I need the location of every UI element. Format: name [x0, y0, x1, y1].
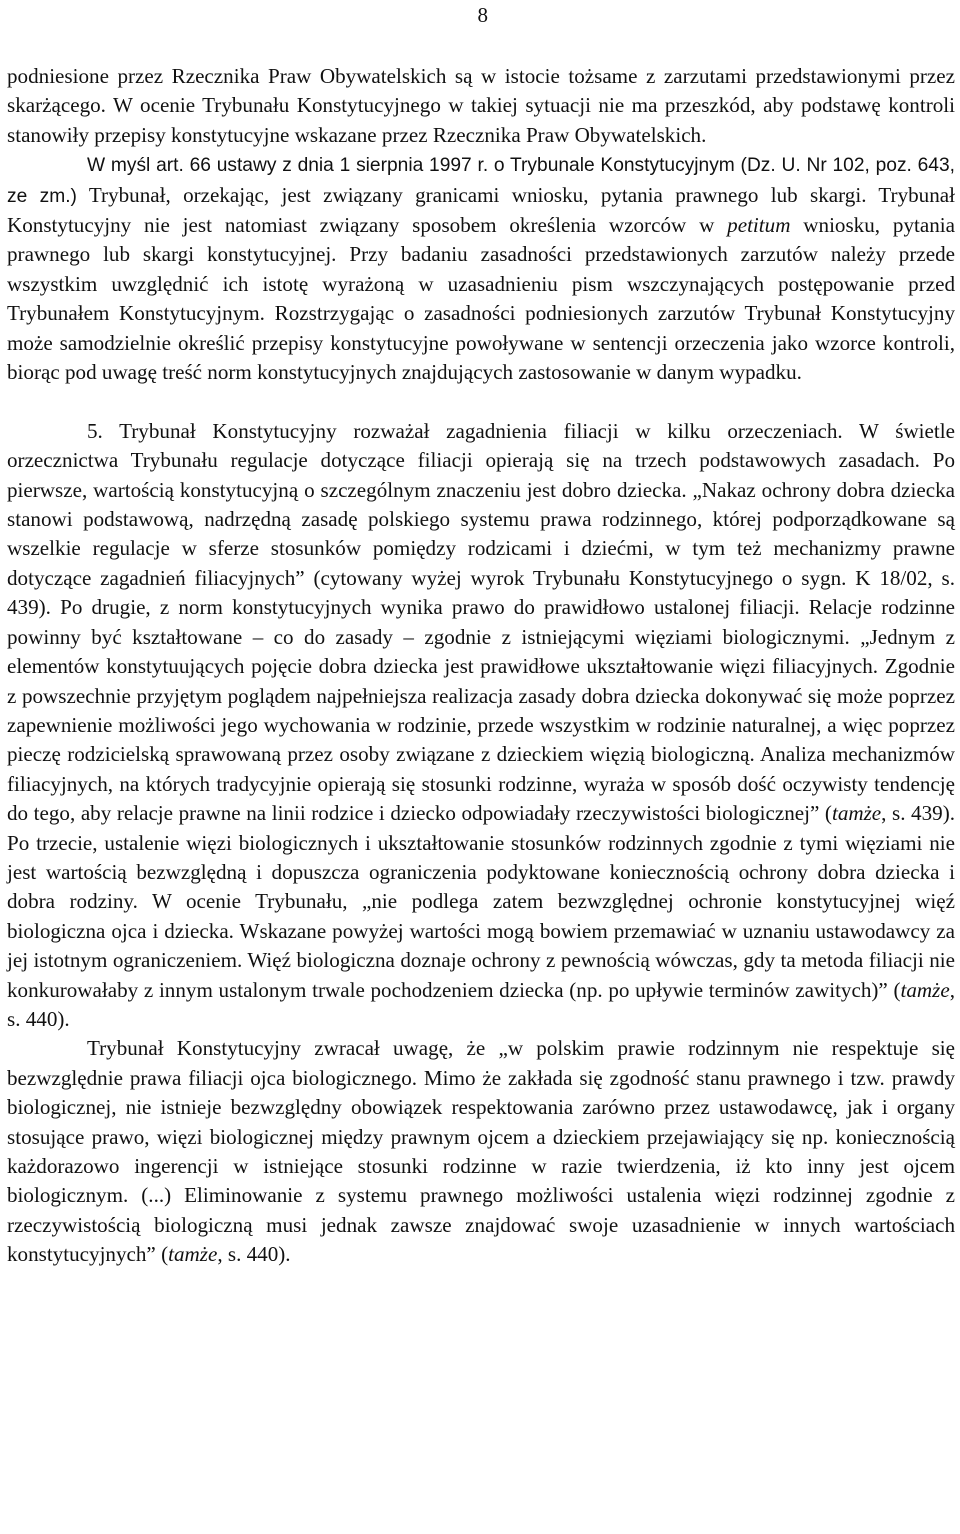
paragraph-5 — [7, 417, 955, 1035]
page-number: 8 — [477, 3, 488, 27]
tamze-citation-3: tamże — [168, 1242, 218, 1267]
paragraph-2-text-b: wniosku, pytania prawnego lub skargi konstytucyjnej. Przy badaniu zasadności przedstawionych zarzutów należy przede wszystkim uwzględnić ich istotę wyrażoną w uzasadnieniu pism wszczynających postępowanie przed Trybunałem Konstytucyjnym. Rozstrzygając o zasadności podniesionych zarzutów Trybunał Konstytucyjny może samodzielnie określić przepisy konstytucyjne powoływane w sentencji orzeczenia jako wzorce kontroli, biorąc pod uwagę treść norm konstytucyjnych znajdujących zastosowanie w danym wypadku. — [7, 213, 955, 385]
tamze-citation-2: tamże — [900, 977, 950, 1002]
article-reference: W myśl art. 66 ustawy z dnia 1 sierpnia 1997 r. o Trybunale Konstytucyjnym (Dz. U. Nr 102, poz. 643, ze zm.) — [7, 155, 955, 207]
paragraph-6 — [7, 1034, 955, 1269]
paragraph-2-text-a: Trybunał, orzekając, jest związany granicami wniosku, pytania prawnego lub skargi. Trybunał Konstytucyjny nie jest natomiast związany sposobem określenia wzorców w — [7, 182, 955, 238]
paragraph-5-text-a: 5. Trybunał Konstytucyjny rozważał zagadnienia filiacji w kilku orzeczeniach. W świetle orzecznictwa Trybunału regulacje dotyczące filiacji opierają się na trzech podstawowych zasadach. Po pierwsze, wartością konstytucyjną o szczególnym znaczeniu jest dobro dziecka. „Nakaz ochrony dobra dziecka stanowi podstawową, nadrzędną zasadę polskiego systemu prawa rodzinnego, której podporządkowane są wszelkie regulacje w sferze stosunków pomiędzy rodzicami i dziećmi, w tym też mechanizmy prawne dotyczące zagadnień filiacyjnych” (cytowany wyżej wyrok Trybunału Konstytucyjnego o sygn. K 18/02, s. 439). Po drugie, z norm konstytucyjnych wynika prawo do prawidłowo ustalonej filiacji. Relacje rodzinne powinny być kształtowane – co do zasady – zgodnie z istniejącymi więziami biologicznymi. „Jednym z elementów konstytuujących pojęcie dobra dziecka jest prawidłowe ukształtowanie więzi filiacyjnych. Zgodnie z powszechnie przyjętym poglądem najpełniejsza realizacja zasady dobra dziecka dokonywać się może poprzez zapewnienie możliwości jego wychowania w rodzinie, przede wszystkim w rodzinie naturalnej, a więc poprzez pieczę rodzicielską sprawowaną przez osoby związane z dzieckiem więzią biologiczną. Analiza mechanizmów filiacyjnych, na których tradycyjnie opierają się stosunki rodzinne, wyraża w sposób dość oczywisty tendencję do tego, aby relacje prawne na linii rodzice i dziecko odpowiadały rzeczywistości biologicznej” ( — [7, 418, 955, 826]
paragraph-5-text-b: , s. 439). Po trzecie, ustalenie więzi biologicznych i ukształtowanie stosunków rodzinnych zgodnie z tymi więziami nie jest wartością bezwzględną i dopuszcza ograniczenia podyktowane koniecznością ochrony dobra dziecka i dobra rodziny. W ocenie Trybunału, „nie podlega zatem bezwzględnej ochronie konstytucyjnej więź biologiczna ojca i dziecka. Wskazane powyżej wartości mogą bowiem przemawiać w uznaniu ustawodawcy za jej istotnym ograniczeniem. Więź biologiczna doznaje ochrony z pewnością wówczas, gdy ta metoda filiacji nie konkurowałaby z innym ustalonym trwale pochodzeniem dziecka (np. po upływie terminów zawitych)” ( — [7, 801, 955, 1002]
petitum-term: petitum — [727, 213, 791, 238]
paragraph-6-text-b: , s. 440). — [217, 1242, 291, 1267]
paragraph-2 — [7, 150, 955, 387]
paragraph-5-text-c: , s. 440). — [7, 977, 955, 1031]
paragraph-6-text-a: Trybunał Konstytucyjny zwracał uwagę, że „w polskim prawie rodzinnym nie respektuje się bezwzględnie prawa filiacji ojca biologicznego. Mimo że zakłada się zgodność stanu prawnego i tzw. prawdy biologicznej, nie istnieje bezwzględny obowiązek respektowania zarówno przez ustawodawcę, jak i organy stosujące prawo, więzi biologicznej między prawnym ojcem a dzieckiem przejawiający się np. koniecznością każdorazowo ingerencji w istniejące stosunki rodzinne w razie twierdzenia, iż kto inny jest ojcem biologicznym. (...) Eliminowanie z systemu prawnego możliwości ustalenia więzi rodzinnej zgodnie z rzeczywistością biologiczną musi jednak zawsze znajdować swoje uzasadnienie w innych wartościach konstytucyjnych” ( — [7, 1036, 955, 1267]
document-body — [7, 62, 955, 1270]
tamze-citation-1: tamże — [831, 801, 882, 826]
paragraph-1: podniesione przez Rzecznika Praw Obywatelskich są w istocie tożsame z zarzutami przedstawionymi przez skarżącego. W ocenie Trybunału Konstytucyjnego w takiej sytuacji nie ma przeszkód, aby podstawę kontroli stanowiły przepisy konstytucyjne wskazane przez Rzecznika Praw Obywatelskich. — [7, 64, 955, 147]
